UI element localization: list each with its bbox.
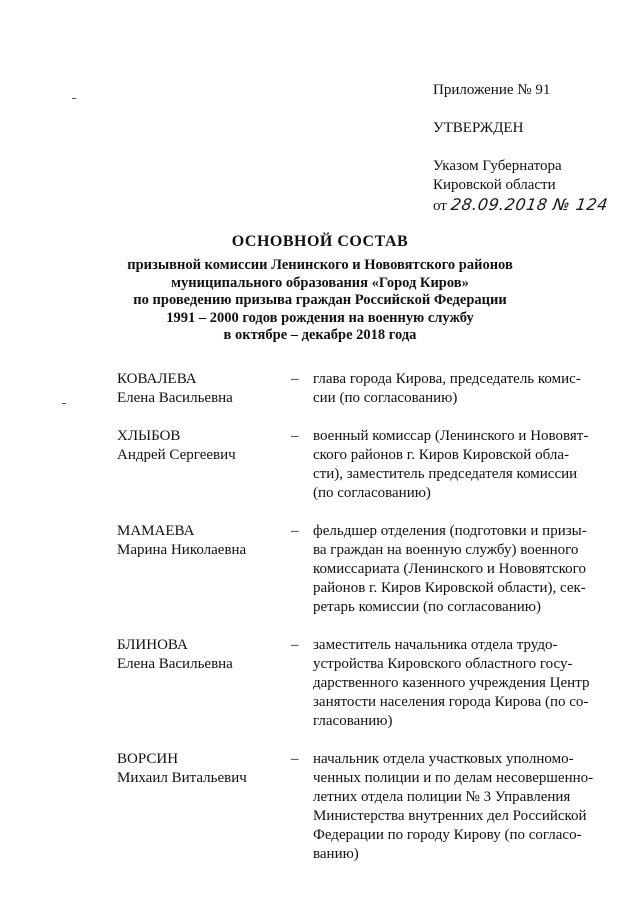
member-entry [117,750,607,864]
decree-line: Кировской области [433,177,556,193]
member-name [117,636,287,674]
role-line: начальник отдела участковых уполномо- [313,751,574,767]
role-line: фельдшер отделения (подготовки и призы- [313,523,587,539]
dash-separator: – [291,428,299,444]
role-line: ченных полиции и по делам несовершенно- [313,770,594,786]
title-line: в октябре – декабре 2018 года [223,327,417,343]
scan-mark [62,403,66,404]
title-main: ОСНОВНОЙ СОСТАВ [231,233,409,250]
member-surname: МАМАЕВА [117,523,195,539]
role-line: сти), заместитель председателя комиссии [313,466,578,482]
role-line: летних отдела полиции № 3 Управления [313,789,571,805]
approved-label: УТВЕРЖДЕН [433,120,524,136]
role-line: ретарь комиссии (по согласованию) [313,599,541,615]
dash-separator: – [291,751,299,767]
role-line: ванию) [313,846,359,862]
decree-line: Указом Губернатора [433,158,562,174]
member-entry [117,636,607,731]
member-entry [117,370,607,408]
document-title [110,232,530,345]
member-entry [117,427,607,503]
title-line: муниципального образования «Город Киров» [171,274,469,291]
role-line: дарственного казенного учреждения Центр [313,675,590,691]
member-name [117,750,287,788]
role-line: районов г. Киров Кировской области), сек- [313,580,586,596]
role-line: военный комиссар (Ленинского и Нововят- [313,428,589,444]
role-line: Министерства внутренних дел Российской [313,808,587,824]
decree-date-line [433,195,623,216]
member-given-name: Елена Васильевна [117,390,233,406]
title-line: 1991 – 2000 годов рождения на военную службу [166,309,474,326]
commission-members-list [117,370,607,864]
member-surname: БЛИНОВА [117,637,188,653]
title-line: по проведению призыва граждан Российской Федерации [133,292,507,308]
member-role [313,750,605,864]
decree-reference [433,157,623,216]
member-role [313,370,605,408]
member-given-name: Елена Васильевна [117,656,233,672]
role-line: Федерации по городу Кирову (по согласо- [313,827,582,843]
member-surname: ХЛЫБОВ [117,428,181,444]
member-name [117,522,287,560]
member-role [313,427,605,503]
member-given-name: Марина Николаевна [117,542,247,558]
handwritten-date-number: 28.09.2018 № 124 [449,195,609,214]
scan-mark [72,98,76,99]
role-line: комиссариата (Ленинского и Нововятского [313,561,586,577]
role-line: устройства Кировского областного госу- [313,656,573,672]
role-line: ского районов г. Киров Кировской обла- [313,447,569,463]
dash-separator: – [291,637,299,653]
role-line: гласованию) [313,713,393,729]
member-entry [117,522,607,617]
appendix-number: Приложение № 91 [433,82,551,98]
member-surname: ВОРСИН [117,751,179,767]
member-surname: КОВАЛЕВА [117,371,197,387]
date-prefix: от [433,198,447,214]
member-role [313,636,605,731]
member-role [313,522,605,617]
role-line: (по согласованию) [313,485,431,501]
member-given-name: Михаил Витальевич [117,770,247,786]
dash-separator: – [291,523,299,539]
dash-separator: – [291,371,299,387]
role-line: глава города Кирова, председатель комис- [313,371,581,387]
member-name [117,370,287,408]
title-line: призывной комиссии Ленинского и Нововятского районов [127,257,513,273]
role-line: заместитель начальника отдела трудо- [313,637,558,653]
member-name [117,427,287,465]
role-line: занятости населения города Кирова (по со- [313,694,589,710]
role-line: сии (по согласованию) [313,390,458,406]
member-given-name: Андрей Сергеевич [117,447,236,463]
approval-block [433,81,623,216]
role-line: ва граждан на военную службу) военного [313,542,579,558]
